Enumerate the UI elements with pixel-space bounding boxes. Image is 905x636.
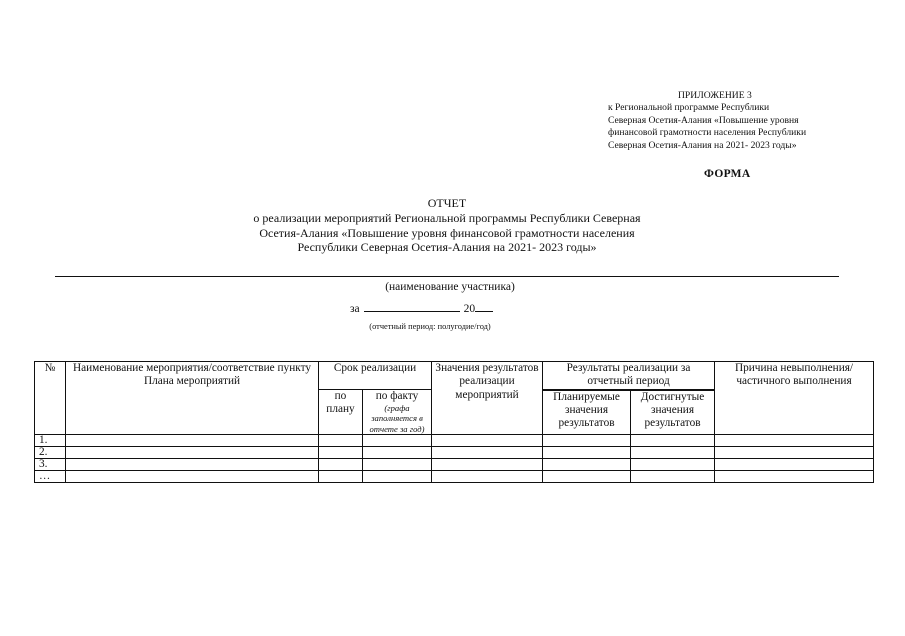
header-achieved: Достигнутые значения результатов — [631, 390, 715, 435]
header-reason: Причина невыполнения/частичного выполнения — [715, 362, 874, 435]
table-cell — [715, 435, 874, 447]
table-cell — [543, 471, 631, 483]
table-cell — [363, 447, 432, 459]
row-number: 1. — [35, 435, 66, 447]
form-label: ФОРМА — [704, 168, 751, 180]
header-results: Результаты реализации за отчетный период — [543, 362, 715, 390]
appendix-line: Северная Осетия-Алания на 2021- 2023 годы» — [608, 139, 797, 151]
row-number: … — [35, 471, 66, 483]
appendix-block — [608, 90, 898, 152]
row-number: 3. — [35, 459, 66, 471]
table-cell — [432, 447, 543, 459]
report-title-line: Осетия-Алания «Повышение уровня финансовой грамотности населения — [259, 225, 635, 240]
report-title-line: о реализации мероприятий Региональной программы Республики Северная — [253, 210, 641, 225]
table-cell — [432, 471, 543, 483]
table-cell — [319, 459, 363, 471]
table-cell — [715, 447, 874, 459]
table-row — [35, 459, 874, 471]
table-cell — [66, 447, 319, 459]
table-cell — [631, 435, 715, 447]
report-table — [34, 361, 874, 483]
participant-caption: (наименование участника) — [385, 281, 515, 293]
table-row — [35, 435, 874, 447]
header-term-plan: по плану — [319, 389, 363, 435]
table-cell — [432, 435, 543, 447]
header-name: Наименование мероприятия/соответствие пункту Плана мероприятий — [66, 362, 319, 435]
report-title-block — [200, 196, 694, 255]
appendix-line: финансовой грамотности населения Республики — [608, 127, 807, 139]
table-cell — [631, 471, 715, 483]
table-cell — [543, 459, 631, 471]
header-num: № — [35, 362, 66, 435]
period-prefix: за — [350, 303, 360, 315]
header-term-fact-note: (графа заполняется в отчете за год) — [369, 402, 425, 434]
table-cell — [432, 459, 543, 471]
table-cell — [543, 447, 631, 459]
table-cell — [66, 471, 319, 483]
table-cell — [66, 459, 319, 471]
table-cell — [363, 459, 432, 471]
appendix-line: Северная Осетия-Алания «Повышение уровня — [608, 114, 799, 126]
table-cell — [363, 471, 432, 483]
period-year-prefix: 20 — [463, 303, 476, 315]
table-cell — [543, 435, 631, 447]
row-number: 2. — [35, 447, 66, 459]
table-cell — [715, 459, 874, 471]
table-cell — [319, 447, 363, 459]
period-year-blank — [475, 301, 493, 312]
table-row — [35, 447, 874, 459]
table-cell — [319, 471, 363, 483]
table-cell — [363, 435, 432, 447]
period-blank — [364, 301, 460, 312]
report-title: ОТЧЕТ — [427, 196, 467, 210]
appendix-title: ПРИЛОЖЕНИЕ 3 — [678, 90, 752, 101]
header-planned: Планируемые значения результатов — [543, 390, 631, 435]
header-term-fact — [363, 389, 432, 435]
period-note: (отчетный период: полугодие/год) — [369, 322, 491, 331]
table-cell — [715, 471, 874, 483]
header-term: Срок реализации — [319, 362, 432, 390]
table-cell — [66, 435, 319, 447]
table-row — [35, 471, 874, 483]
period-line — [350, 301, 600, 315]
header-term-fact-label: по факту — [375, 389, 419, 402]
table-cell — [631, 459, 715, 471]
participant-line — [55, 276, 839, 277]
table-cell — [319, 435, 363, 447]
report-title-line: Республики Северная Осетия-Алания на 2021- 2023 годы» — [297, 240, 597, 255]
appendix-line: к Региональной программе Республики — [608, 102, 770, 114]
table-cell — [631, 447, 715, 459]
header-values: Значения результатов реализации мероприятий — [432, 362, 543, 435]
